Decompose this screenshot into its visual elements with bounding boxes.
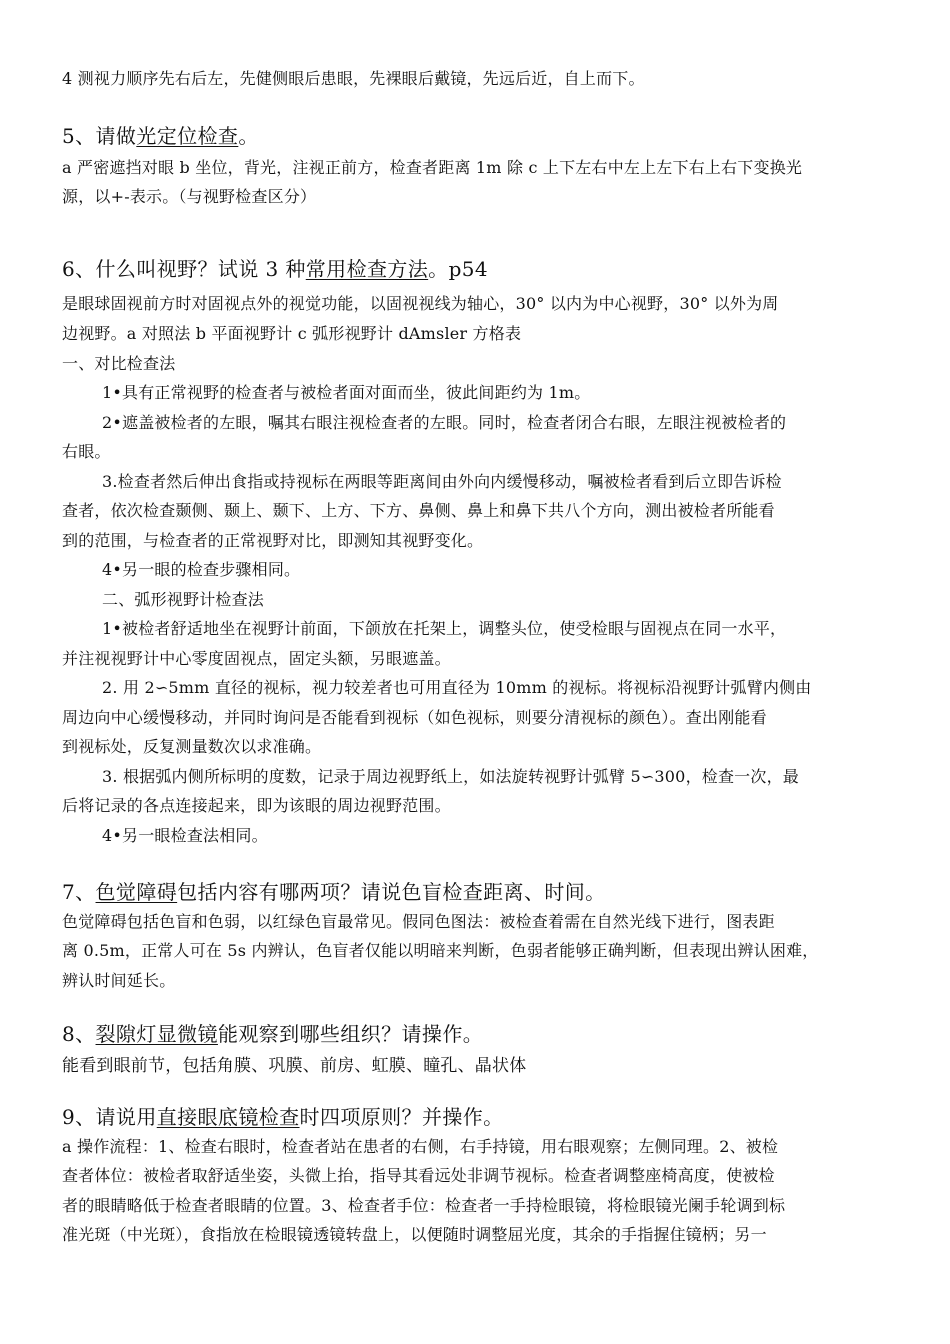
q6-line: 到视标处，反复测量数次以求准确。: [62, 737, 322, 756]
q9-line: a 操作流程：1、检查右眼时，检查者站在患者的右侧，右手持镜，用右眼观察；左侧同理。2、被检: [62, 1137, 779, 1156]
q7-line: 离 0.5m，正常人可在 5s 内辨认，色盲者仅能以明暗来判断，色弱者能够正确判断，但表现出辨认困难，: [62, 941, 819, 960]
question-8-heading: 8、裂隙灯显微镜能观察到哪些组织？请操作。: [62, 1022, 484, 1046]
q6-line: 到的范围，与检查者的正常视野对比，即测知其视野变化。: [62, 531, 484, 550]
q6-line: 4•另一眼的检查步骤相同。: [102, 560, 301, 579]
q6-line: 边视野。a 对照法 b 平面视野计 c 弧形视野计 dAmsler 方格表: [62, 324, 522, 343]
q9-line: 者的眼睛略低于检查者眼睛的位置。3、检查者手位：检查者一手持检眼镜，将检眼镜光阑手轮调到标: [62, 1196, 786, 1215]
q6-line: 2. 用 2∽5mm 直径的视标，视力较差者也可用直径为 10mm 的视标。将视标沿视野计弧臂内侧由: [102, 678, 812, 697]
q6-section-heading: 一、对比检查法: [62, 354, 176, 373]
q6-line: 周边向中心缓慢移动，并同时询问是否能看到视标（如色视标，则要分清视标的颜色）。查出刚能看: [62, 708, 767, 727]
question-6-heading: 6、什么叫视野？试说 3 种常用检查方法。p54: [62, 257, 489, 281]
q6-line: 1•具有正常视野的检查者与被检者面对面而坐，彼此间距约为 1m。: [102, 383, 591, 402]
q5-answer-line: a 严密遮挡对眼 b 坐位，背光，注视正前方，检查者距离 1m 除 c 上下左右中左上左下右上右下变换光: [62, 158, 803, 177]
q6-line: 并注视视野计中心零度固视点，固定头额，另眼遮盖。: [62, 649, 451, 668]
q9-line: 查者体位：被检者取舒适坐姿，头微上抬，指导其看远处非调节视标。检查者调整座椅高度，使被检: [62, 1166, 775, 1185]
q6-line: 3.检查者然后伸出食指或持视标在两眼等距离间由外向内缓慢移动，嘱被检者看到后立即告诉检: [102, 472, 782, 491]
q6-section-heading: 二、弧形视野计检查法: [102, 590, 265, 609]
q7-line: 色觉障碍包括色盲和色弱，以红绿色盲最常见。假同色图法：被检查着需在自然光线下进行，图表距: [62, 912, 775, 931]
question-5-heading: 5、请做光定位检查。: [62, 124, 259, 148]
q6-line: 1•被检者舒适地坐在视野计前面，下颌放在托架上，调整头位，使受检眼与固视点在同一水平，: [102, 619, 787, 638]
q6-line: 2•遮盖被检者的左眼，嘱其右眼注视检查者的左眼。同时，检查者闭合右眼，左眼注视被检者的: [102, 413, 787, 432]
q6-line: 是眼球固视前方时对固视点外的视觉功能，以固视视线为轴心，30° 以内为中心视野，30° 以外为周: [62, 294, 779, 313]
q6-line: 查者，依次检查颞侧、颞上、颞下、上方、下方、鼻侧、鼻上和鼻下共八个方向，测出被检者所能看: [62, 501, 775, 520]
q6-line: 3. 根据弧内侧所标明的度数，记录于周边视野纸上，如法旋转视野计弧臂 5∽300，检查一次，最: [102, 767, 799, 786]
q6-line: 4•另一眼检查法相同。: [102, 826, 268, 845]
q6-line: 后将记录的各点连接起来，即为该眼的周边视野范围。: [62, 796, 451, 815]
q6-line: 右眼。: [62, 442, 111, 461]
q5-answer-line: 源，以+-表示。（与视野检查区分）: [62, 187, 317, 206]
q8-answer: 能看到眼前节，包括角膜、巩膜、前房、虹膜、瞳孔、晶状体: [62, 1056, 527, 1076]
q7-line: 辨认时间延长。: [62, 971, 176, 990]
question-7-heading: 7、色觉障碍包括内容有哪两项？请说色盲检查距离、时间。: [62, 880, 606, 904]
intro-line: 4 测视力顺序先右后左，先健侧眼后患眼，先裸眼后戴镜，先远后近，自上而下。: [62, 69, 645, 88]
question-9-heading: 9、请说用直接眼底镜检查时四项原则？并操作。: [62, 1105, 504, 1129]
q9-line: 准光斑（中光斑），食指放在检眼镜透镜转盘上，以便随时调整屈光度，其余的手指握住镜柄；另一: [62, 1225, 767, 1244]
